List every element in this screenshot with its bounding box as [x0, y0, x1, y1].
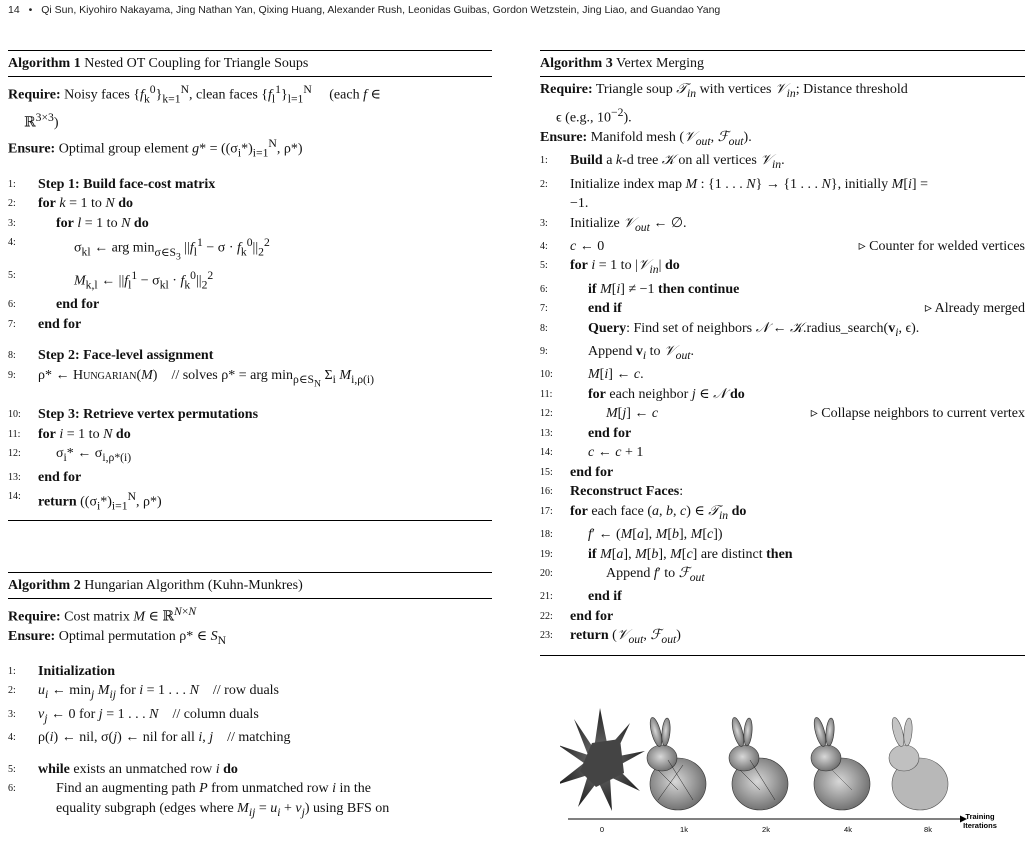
algo-line: 6: Find an augmenting path P from unmatched row i in the	[8, 781, 371, 797]
algo-line: 8: Query: Find set of neighbors 𝒩 ← $𝒦.radius\_search(v_i$, ϵ).	[540, 320, 920, 339]
algo-line: 10: Step 3: Retrieve vertex permutations	[8, 407, 259, 423]
algo-line: 15: end for	[540, 464, 614, 480]
algo-line: 5: while exists an unmatched row i do	[8, 761, 238, 777]
algorithm-name: Vertex Merging	[615, 56, 704, 71]
algorithm-2-title	[8, 573, 492, 598]
algo-line: 6: if M[i] ≠ −1 then continue	[540, 281, 740, 297]
mesh-progression-image	[560, 705, 1000, 840]
tick-label: 4k	[844, 825, 852, 834]
algo-line: −1.	[570, 196, 589, 212]
algo-line: 20: Append f′ to ℱ$_{out}$	[540, 566, 705, 584]
algo-line: 5: for i = 1 to |𝒱$_{in}$| do	[540, 258, 680, 277]
algorithm-3	[540, 50, 1025, 656]
ensure-keyword: Ensure:	[540, 129, 588, 145]
ensure-line: Ensure: Optimal group element $g* = ((\sigma_i*)_{i=1}^N$, ρ*)	[8, 136, 303, 160]
axis-label: Training	[965, 812, 995, 821]
running-header	[8, 4, 1023, 16]
ensure-keyword: Ensure:	[8, 628, 56, 644]
require-line: Require: Triangle soup 𝒯$_{in}$ with vertices 𝒱$_{in}$; Distance threshold	[540, 81, 908, 100]
require-line-cont: ℝ$^{3\times 3}$)	[24, 111, 59, 132]
algorithm-1-title	[8, 51, 492, 76]
require-line-cont: ϵ (e.g., $10^{-2}$).	[556, 105, 632, 126]
ensure-line: Ensure: Manifold mesh (𝒱$_{out}$, ℱ$_{out}$).	[540, 129, 752, 148]
algo-line: 19: if M[a], M[b], M[c] are distinct then	[540, 546, 793, 562]
algo-line: 13: end for	[540, 425, 632, 441]
bunny-mesh-shape	[889, 716, 948, 810]
algo-line: 9: Append $v_i$ to 𝒱$_{out}$.	[540, 343, 695, 362]
algo-line: 12: $\sigma_i*$ ← $\sigma_{i,\rho*(i)}$	[8, 446, 132, 465]
algo-line: 4: ρ(i) ← nil, σ(j) ← nil for all i, j // matching	[8, 730, 291, 746]
algo-line: 10: M[i] ← c.	[540, 367, 644, 383]
comment: ▹ Counter for welded vertices	[858, 238, 1025, 254]
algorithm-3-title	[540, 51, 1025, 76]
algo-line: 12: M[j] ← c ▹ Collapse neighbors to current vertex	[540, 404, 1025, 424]
algo-line: 7: end if ▹ Already merged	[540, 299, 1025, 319]
tick-label: 1k	[680, 825, 688, 834]
bunny-mesh-shape	[729, 716, 788, 810]
algo-line: 18: f′ ← (M[a], M[b], M[c])	[540, 527, 723, 543]
algo-line: equality subgraph (edges where $M_{ij} = u_i + v_j$) using BFS on	[56, 800, 390, 819]
algorithm-2	[8, 572, 492, 822]
algo-line: 3: Initialize 𝒱$_{out}$ ← ∅.	[540, 215, 687, 234]
page-number: 14	[8, 4, 20, 16]
algo-line: 11: for i = 1 to N do	[8, 426, 131, 442]
algo-line: 1: Step 1: Build face-cost matrix	[8, 176, 216, 192]
algo-line: 13: end for	[8, 469, 82, 485]
algorithm-name: Nested OT Coupling for Triangle Soups	[84, 56, 309, 71]
algo-line: 14: c ← c + 1	[540, 445, 644, 461]
require-line: Require: Cost matrix M ∈ ℝ$^{N\times N}$	[8, 604, 197, 625]
algorithm-name: Hungarian Algorithm (Kuhn-Munkres)	[84, 578, 303, 593]
ensure-line: Ensure: Optimal permutation ρ* ∈ $S_N$	[8, 628, 227, 647]
ensure-keyword: Ensure:	[8, 141, 56, 157]
tick-label: 2k	[762, 825, 770, 834]
algo-line: 4: c ← 0 ▹ Counter for welded vertices	[540, 237, 1025, 257]
algorithm-label: Algorithm 2	[8, 578, 81, 593]
algo-line: 1: Build a k-d tree 𝒦 on all vertices 𝒱$_{in}$.	[540, 153, 785, 172]
algo-line: 8: Step 2: Face-level assignment	[8, 348, 214, 364]
algo-line: 3: $v_j$ ← 0 for j = 1 . . . N // column duals	[8, 706, 259, 725]
algo-line: 21: end if	[540, 589, 622, 605]
algo-line: 9: ρ* ← Hungarian(M) // solves ρ* = arg $\min_{\rho\in S_N} \Sigma_i$ $M_{i,\rho(i)}$	[8, 367, 375, 389]
noise-mesh-shape	[560, 708, 645, 811]
require-line: Require: Noisy faces $\{f_k^0\}_{k=1}^N$, clean faces $\{f_l^1\}_{l=1}^N$ (each f ∈	[8, 82, 381, 105]
tick-label: 8k	[924, 825, 932, 834]
algo-line: 5: $M_{k,l}$ ← $||f_l^1 - \sigma_{kl} \cdot f_k^0||_2^2$	[8, 269, 214, 292]
comment: ▹ Already merged	[924, 301, 1025, 317]
axis-label: Iterations	[963, 821, 997, 830]
require-keyword: Require:	[8, 609, 61, 625]
algorithm-label: Algorithm 3	[540, 56, 613, 71]
training-progress-figure	[560, 705, 1000, 840]
algo-line: 3: for l = 1 to N do	[8, 215, 149, 231]
algo-line: 22: end for	[540, 608, 614, 624]
comment: ▹ Collapse neighbors to current vertex	[810, 406, 1025, 422]
algo-line: 2: Initialize index map M : {1 . . . N} → {1 . . . N}, initially M[i] =	[540, 176, 928, 192]
author-list: Qi Sun, Kiyohiro Nakayama, Jing Nathan Yan, Qixing Huang, Alexander Rush, Leonidas Guibas, Gordon Wetzstein, Jing Liao, and Guandao Yang	[41, 4, 721, 16]
tick-label: 0	[599, 825, 605, 834]
bunny-mesh-shape	[811, 716, 870, 810]
algorithm-1	[8, 50, 492, 521]
require-keyword: Require:	[8, 87, 61, 103]
algo-line: 23: return (𝒱$_{out}$, ℱ$_{out}$)	[540, 628, 681, 647]
algo-line: 6: end for	[8, 297, 100, 313]
header-bullet: •	[28, 4, 33, 16]
algo-line: 17: for each face (a, b, c) ∈ 𝒯$_{in}$ do	[540, 503, 747, 522]
algo-line: 1: Initialization	[8, 663, 116, 679]
algo-line: 7: end for	[8, 316, 82, 332]
algo-line: 4: $\sigma_{kl}$ ← arg $\min_{\sigma\in S_3} ||f_l^1 - \sigma \cdot f_k^0||_2^2$	[8, 236, 270, 262]
algo-line: 14: return ($(\sigma_i*)_{i=1}^N$, ρ*)	[8, 490, 162, 513]
algo-line: 2: $u_i$ ← $\min_j M_{ij}$ for i = 1 . . . N // row duals	[8, 683, 280, 702]
algorithm-label: Algorithm 1	[8, 56, 81, 71]
algo-line: 2: for k = 1 to N do	[8, 196, 134, 212]
bunny-mesh-shape	[647, 716, 706, 810]
require-keyword: Require:	[540, 81, 593, 97]
algo-line: 11: for each neighbor j ∈ 𝒩 do	[540, 386, 745, 402]
algo-line: 16: Reconstruct Faces :	[540, 484, 684, 500]
